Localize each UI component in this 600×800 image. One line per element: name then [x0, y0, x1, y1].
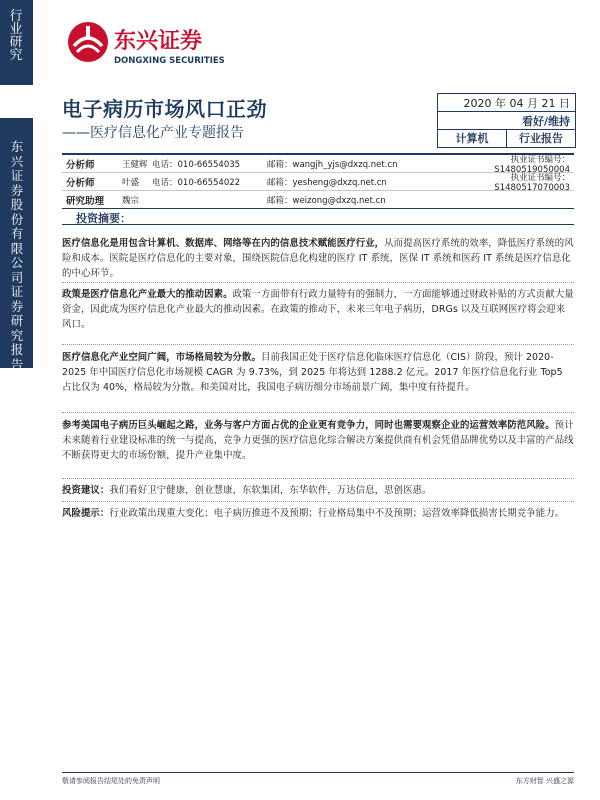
- abstract-paragraph-2: [62, 287, 574, 332]
- report-subtitle: ——医疗信息化产业专题报告: [62, 125, 244, 141]
- analyst-name: 叶盛: [122, 177, 140, 188]
- sidebar-company-label: 东兴证券股份有限公司证券研究报告: [10, 139, 24, 372]
- divider: [62, 478, 574, 479]
- footer-divider: [62, 772, 574, 773]
- analyst-name: 王健辉: [122, 159, 148, 170]
- sidebar-category-label: 行业研究: [9, 9, 23, 63]
- paragraph-lead: 医疗信息化是用包含计算机、数据库、网络等在内的信息技术赋能医疗行业，: [62, 238, 385, 249]
- paragraph-lead: 参考美国电子病历巨头崛起之路，业务与客户方面占优的企业更有竞争力，同时也需要观察企业的运营效率防范风险。: [62, 420, 555, 431]
- paragraph-body: 从而提高医疗系统的效率，降低医疗系统的风险和成本。医院是医疗信息化的主要对象，围绕医院信息化构建的医疗 IT 系统，医保 IT 系统和医药 IT 系统是医疗信息化的中心环节。: [62, 238, 574, 279]
- paragraph-lead: 政策是医疗信息化产业最大的推动因素。: [62, 289, 233, 300]
- abstract-paragraph-6: [62, 506, 574, 521]
- abstract-paragraph-5: [62, 483, 574, 498]
- footer-slogan: 东方财智 兴盛之源: [515, 777, 574, 785]
- analyst-cert: 执业证书编号：S1480517070003: [494, 172, 570, 193]
- paragraph-lead: 医疗信息化产业空间广阔，市场格局较为分散。: [62, 352, 261, 363]
- abstract-paragraph-3: [62, 350, 574, 395]
- logo-brand-en: DONGXING SECURITIES: [114, 56, 225, 66]
- analyst-phone: 电话：010-66554035: [152, 159, 241, 170]
- paragraph-body: 行业政策出现重大变化；电子病历推进不及预期；行业格局集中不及预期；运营效率降低损害长期竞争能力。: [109, 508, 565, 519]
- analyst-role: 分析师: [66, 159, 95, 171]
- logo-brand-cn: 东兴证券: [114, 29, 203, 54]
- sidebar-category-tab: [0, 0, 33, 85]
- divider: [62, 501, 574, 502]
- abstract-paragraph-4: [62, 418, 574, 463]
- analyst-cert: 执业证书编号：S1480519050004: [494, 154, 570, 175]
- analyst-role: 分析师: [66, 177, 95, 189]
- analyst-table: [62, 153, 574, 209]
- analyst-name: 魏宗: [122, 195, 140, 206]
- paragraph-body: 我们看好卫宁健康，创业慧康，东软集团，东华软件，万达信息，思创医惠。: [109, 485, 432, 496]
- abstract-heading-bar: [62, 210, 574, 225]
- analyst-email[interactable]: 邮箱：yesheng@dxzq.net.cn: [267, 177, 387, 188]
- analyst-row: [62, 191, 574, 208]
- abstract-paragraph-1: [62, 236, 574, 281]
- analyst-email[interactable]: 邮箱：wangjh_yjs@dxzq.net.cn: [267, 159, 398, 170]
- report-rating: 看好/维持: [438, 112, 575, 130]
- paragraph-body: 目前我国正处于医疗信息化临床医疗信息化（CIS）阶段，预计 2020-2025 年中国医疗信息化市场规模 CAGR 为 9.73%，到 2025 年将达到 1288.2 亿元。2017 年医疗信息化行业 Top5 占比仅为 40%，格局较为分散。和美国对比，我国电子病历细分市场前景广阔，集中度有待提升。: [62, 352, 563, 393]
- paragraph-lead: 投资建议：: [62, 485, 110, 496]
- report-date: 2020 年 04 月 21 日: [438, 94, 575, 112]
- abstract-heading: 投资摘要：: [76, 212, 131, 225]
- sidebar-company-tab: [0, 118, 33, 372]
- report-sector: 计算机: [455, 132, 489, 145]
- paragraph-lead: 风险提示：: [62, 508, 110, 519]
- company-logo: [64, 16, 239, 72]
- logo-emblem-icon: [64, 16, 239, 72]
- footer-disclaimer[interactable]: 敬请参阅报告结尾处的免责声明: [62, 777, 160, 785]
- analyst-phone: 电话：010-66554022: [152, 177, 241, 188]
- divider: [62, 344, 574, 345]
- divider: [62, 282, 574, 283]
- analyst-row: [62, 173, 574, 191]
- report-title: 电子病历市场风口正劲: [62, 97, 267, 121]
- report-category-row: [438, 130, 575, 147]
- analyst-email[interactable]: 邮箱：weizong@dxzq.net.cn: [267, 195, 386, 206]
- paragraph-body: 预计未来随着行业建设标准的统一与提高，竞争力更强的医疗信息化综合解决方案提供商有机会凭借品牌优势以及丰富的产品线不断获得更大的市场份额，提升产业集中度。: [62, 420, 574, 461]
- paragraph-body: 政策一方面带有行政力量特有的强制力，一方面能够通过财政补贴的方式贡献大量资金，因此成为医疗信息化产业最大的推动因素。在政策的推动下，未来三年电子病历，DRGs 以及互联网医疗将会迎来风口。: [62, 289, 574, 330]
- divider: [62, 412, 574, 413]
- report-type: 行业报告: [506, 130, 575, 147]
- report-meta-box: [437, 93, 576, 148]
- analyst-role: 研究助理: [66, 195, 105, 207]
